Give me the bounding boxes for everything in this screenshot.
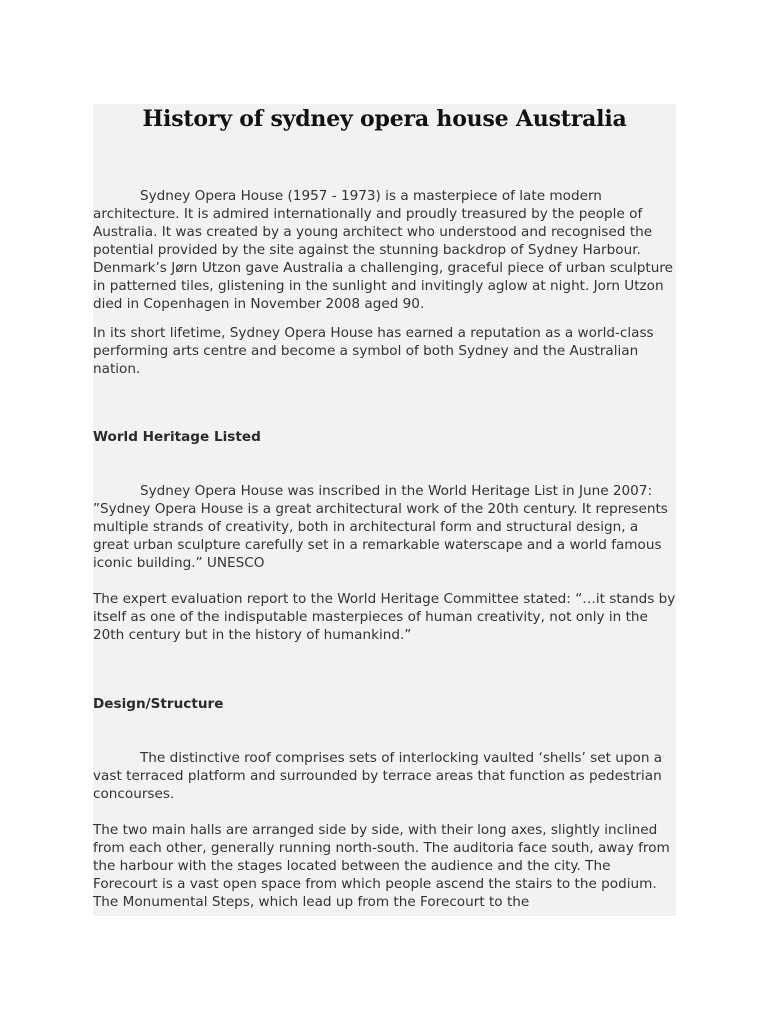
lifetime-paragraph: In its short lifetime, Sydney Opera House has earned a reputation as a world-class performing arts centre and become a symbol of both Sydney and the Australian nation.	[93, 325, 654, 377]
document-title: History of sydney opera house Australia	[142, 106, 627, 132]
document-page	[93, 104, 676, 916]
heading-world-heritage: World Heritage Listed	[93, 429, 261, 445]
evaluation-paragraph: The expert evaluation report to the World Heritage Committee stated: “…it stands by itself as one of the indisputable masterpieces of human creativity, not only in the 20th century but in the history of humankind.”	[93, 591, 676, 643]
inscription-paragraph: Sydney Opera House was inscribed in the World Heritage List in June 2007: ”Sydney Opera House is a great architectural work of the 20th century. It represents multiple strands of creativity, both in architectural form and structural design, a great urban sculpture carefully set in a remarkable waterscape and a world famous iconic building.” UNESCO	[93, 483, 668, 571]
heading-design-structure: Design/Structure	[93, 696, 224, 712]
roof-paragraph: The distinctive roof comprises sets of interlocking vaulted ‘shells’ set upon a vast terraced platform and surrounded by terrace areas that function as pedestrian concourses.	[93, 750, 663, 802]
halls-paragraph: The two main halls are arranged side by side, with their long axes, slightly inclined from each other, generally running north-south. The auditoria face south, away from the harbour with the stages located between the audience and the city. The Forecourt is a vast open space from which people ascend the stairs to the podium. The Monumental Steps, which lead up from the Forecourt to the	[93, 822, 670, 910]
intro-paragraph: Sydney Opera House (1957 - 1973) is a masterpiece of late modern architecture. It is admired internationally and proudly treasured by the people of Australia. It was created by a young architect who understood and recognised the potential provided by the site against the stunning backdrop of Sydney Harbour. Denmark’s Jørn Utzon gave Australia a challenging, graceful piece of urban sculpture in patterned tiles, glistening in the sunlight and invitingly aglow at night. Jorn Utzon died in Copenhagen in November 2008 aged 90.	[93, 188, 674, 312]
